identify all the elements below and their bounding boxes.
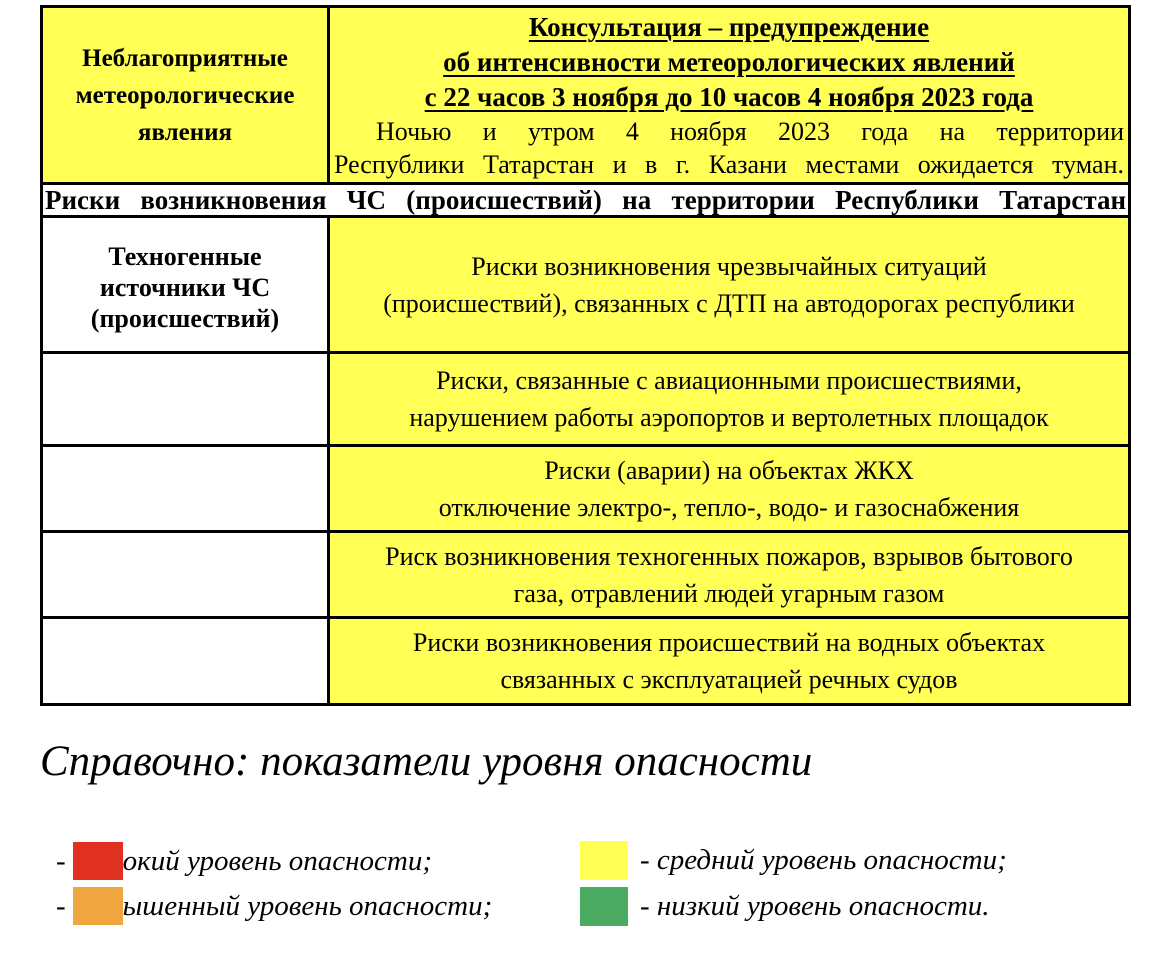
table-row [42, 532, 1130, 618]
phenomena-header-line: явления [137, 118, 233, 146]
section-header-cell: Риски возникновения ЧС (происшествий) на территории Республики Татарстан [42, 184, 1130, 217]
legend-item-elevated [56, 887, 492, 925]
table-row [42, 184, 1130, 217]
consultation-title-line: об интенсивности метеорологических явлений [443, 47, 1015, 77]
consultation-body-line: Ночью и утром 4 ноября 2023 года на территории [376, 117, 1124, 146]
empty-cell [42, 353, 329, 446]
low-danger-swatch [580, 887, 628, 926]
risk-line: отключение электро-, тепло-, водо- и газоснабжения [438, 492, 1020, 522]
phenomena-header-line: метеорологические [75, 81, 295, 109]
risk-cell-water [329, 618, 1130, 705]
risk-line: Риск возникновения техногенных пожаров, взрывов бытового [385, 541, 1073, 571]
table-row [42, 618, 1130, 705]
risk-cell-utilities [329, 446, 1130, 532]
legend-label: ышенный уровень опасности; [122, 889, 493, 922]
legend-item-low [580, 887, 990, 926]
consultation-cell [329, 7, 1130, 184]
medium-danger-swatch [580, 841, 628, 880]
legend-label: - низкий уровень опасности. [640, 890, 990, 922]
risk-cell-aviation [329, 353, 1130, 446]
high-danger-swatch [73, 842, 123, 880]
empty-cell [42, 532, 329, 618]
legend-item-high [56, 842, 432, 880]
consultation-title-line: Консультация – предупреждение [528, 12, 930, 42]
legend-dash: - [56, 844, 66, 877]
legend-item-medium [580, 841, 1007, 880]
legend-dash: - [56, 889, 66, 922]
risk-cell-fires [329, 532, 1130, 618]
warning-table [40, 5, 1131, 706]
table-row [42, 7, 1130, 184]
consultation-title-line: с 22 часов 3 ноября до 10 часов 4 ноября 2023 года [424, 82, 1034, 112]
legend-label: окий уровень опасности; [122, 844, 433, 877]
risk-line: связанных с эксплуатацией речных судов [500, 665, 958, 694]
legend-label: - средний уровень опасности; [640, 844, 1007, 876]
table-row [42, 446, 1130, 532]
risk-line: газа, отравлений людей угарным газом [513, 578, 945, 608]
technogenic-line: (происшествий) [90, 303, 280, 333]
phenomena-header-line: Неблагоприятные [82, 44, 288, 72]
consultation-body-line: Республики Татарстан и в г. Казани местами ожидается туман. [334, 150, 1124, 179]
table-row [42, 217, 1130, 353]
technogenic-line: источники ЧС [99, 272, 271, 302]
empty-cell [42, 446, 329, 532]
phenomena-header-cell [42, 7, 329, 184]
risk-line: Риски, связанные с авиационными происшествиями, [436, 366, 1022, 395]
risk-line: Риски возникновения происшествий на водных объектах [412, 628, 1046, 657]
reference-title: Справочно: показатели уровня опасности [40, 738, 813, 785]
risk-cell-dtp [329, 217, 1130, 353]
table-row [42, 353, 1130, 446]
technogenic-header-cell [42, 217, 329, 353]
risk-line: нарушением работы аэропортов и вертолетных площадок [409, 403, 1049, 432]
elevated-danger-swatch [73, 887, 123, 925]
risk-line: Риски возникновения чрезвычайных ситуаций [471, 251, 987, 281]
empty-cell [42, 618, 329, 705]
risk-line: (происшествий), связанных с ДТП на автодорогах республики [383, 288, 1075, 318]
technogenic-line: Техногенные [108, 241, 262, 271]
risk-line: Риски (аварии) на объектах ЖКХ [544, 455, 914, 485]
